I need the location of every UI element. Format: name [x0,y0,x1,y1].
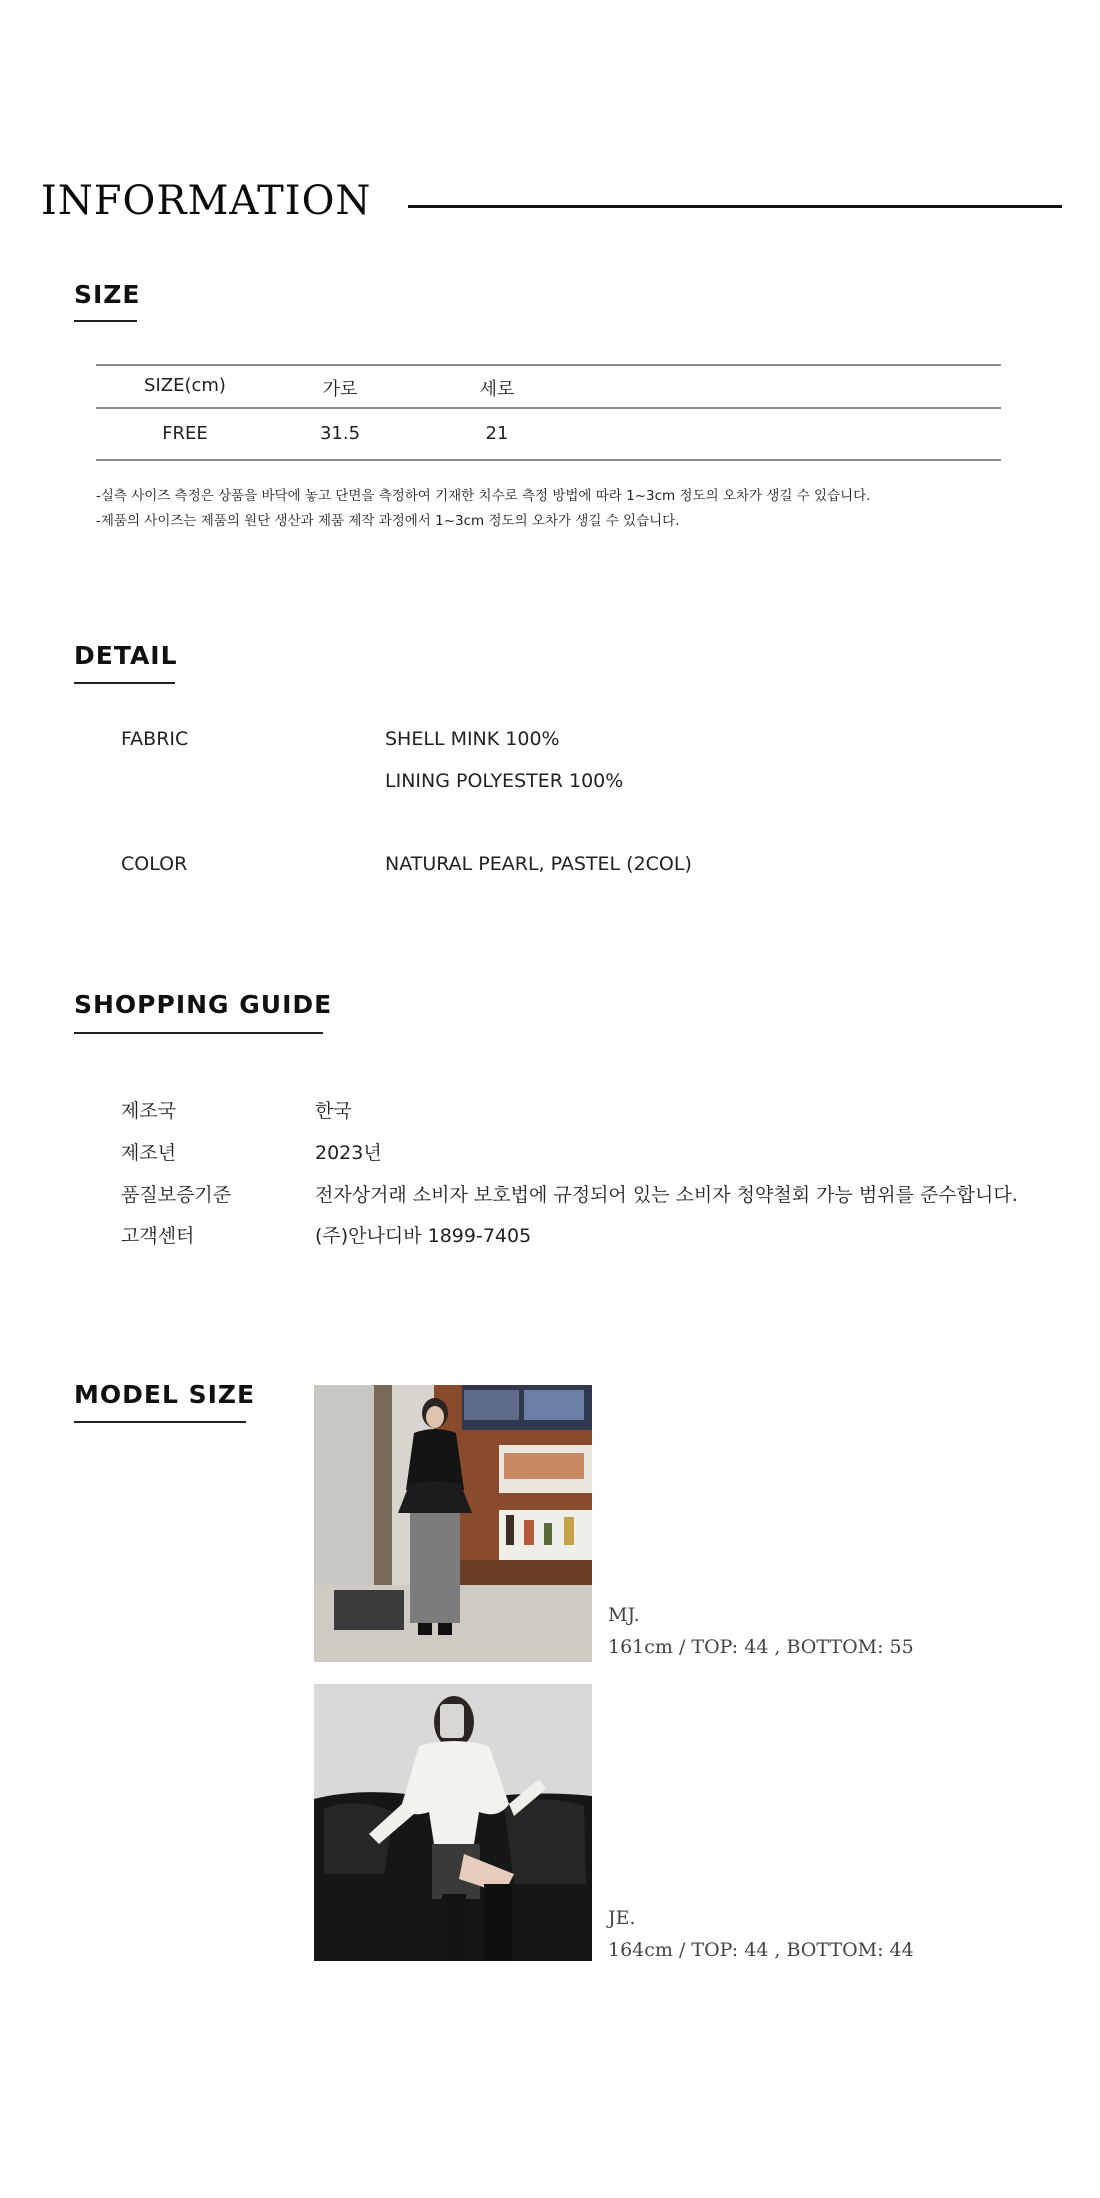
fabric-lining-value: LINING POLYESTER 100% [385,770,624,792]
model-size-heading-underline [74,1421,246,1423]
width-col-header: 가로 [322,379,358,400]
model-photo-je [314,1684,592,1961]
size-note: -제품의 사이즈는 제품의 원단 생산과 제품 제작 과정에서 1~3cm 정도의 오차가 생길 수 있습니다. [96,513,680,529]
fabric-label: FABRIC [121,728,189,750]
model-name: MJ. [608,1604,640,1626]
shopping-guide-heading: SHOPPING GUIDE [74,990,333,1019]
origin-label: 제조국 [121,1100,177,1122]
size-cell: FREE [162,423,208,444]
size-col-header: SIZE(cm) [144,375,226,396]
height-col-header: 세로 [479,379,515,400]
page-title: INFORMATION [41,178,372,224]
height-cell: 21 [485,423,509,444]
shopping-guide-heading-underline [74,1032,323,1034]
color-label: COLOR [121,853,188,875]
manufacture-year-value: 2023년 [315,1142,382,1164]
customer-center-value: (주)안나디바 1899-7405 [315,1225,532,1247]
size-note: -실측 사이즈 측정은 상품을 바닥에 놓고 단면을 측정하여 기재한 치수로 측정 방법에 따라 1~3cm 정도의 오차가 생길 수 있습니다. [96,488,871,504]
detail-heading-underline [74,682,175,684]
title-divider [408,205,1062,208]
size-table-top-rule [96,364,1001,366]
quality-standard-label: 품질보증기준 [121,1184,232,1206]
color-value: NATURAL PEARL, PASTEL (2COL) [385,853,692,875]
size-heading-underline [74,320,137,322]
size-table-bottom-rule [96,459,1001,461]
model-photo-mj [314,1385,592,1662]
customer-center-label: 고객센터 [121,1225,195,1247]
origin-value: 한국 [315,1100,352,1122]
quality-standard-value: 전자상거래 소비자 보호법에 규정되어 있는 소비자 청약철회 가능 범위를 준수합니다. [315,1184,1018,1206]
model-measurements: 161cm / TOP: 44 , BOTTOM: 55 [608,1636,914,1658]
width-cell: 31.5 [319,423,361,444]
fabric-shell-value: SHELL MINK 100% [385,728,560,750]
model-size-heading: MODEL SIZE [74,1380,256,1409]
model-measurements: 164cm / TOP: 44 , BOTTOM: 44 [608,1939,914,1961]
size-table-header-rule [96,407,1001,409]
manufacture-year-label: 제조년 [121,1142,177,1164]
size-heading: SIZE [74,280,141,309]
detail-heading: DETAIL [74,641,178,670]
model-name: JE. [608,1907,636,1929]
